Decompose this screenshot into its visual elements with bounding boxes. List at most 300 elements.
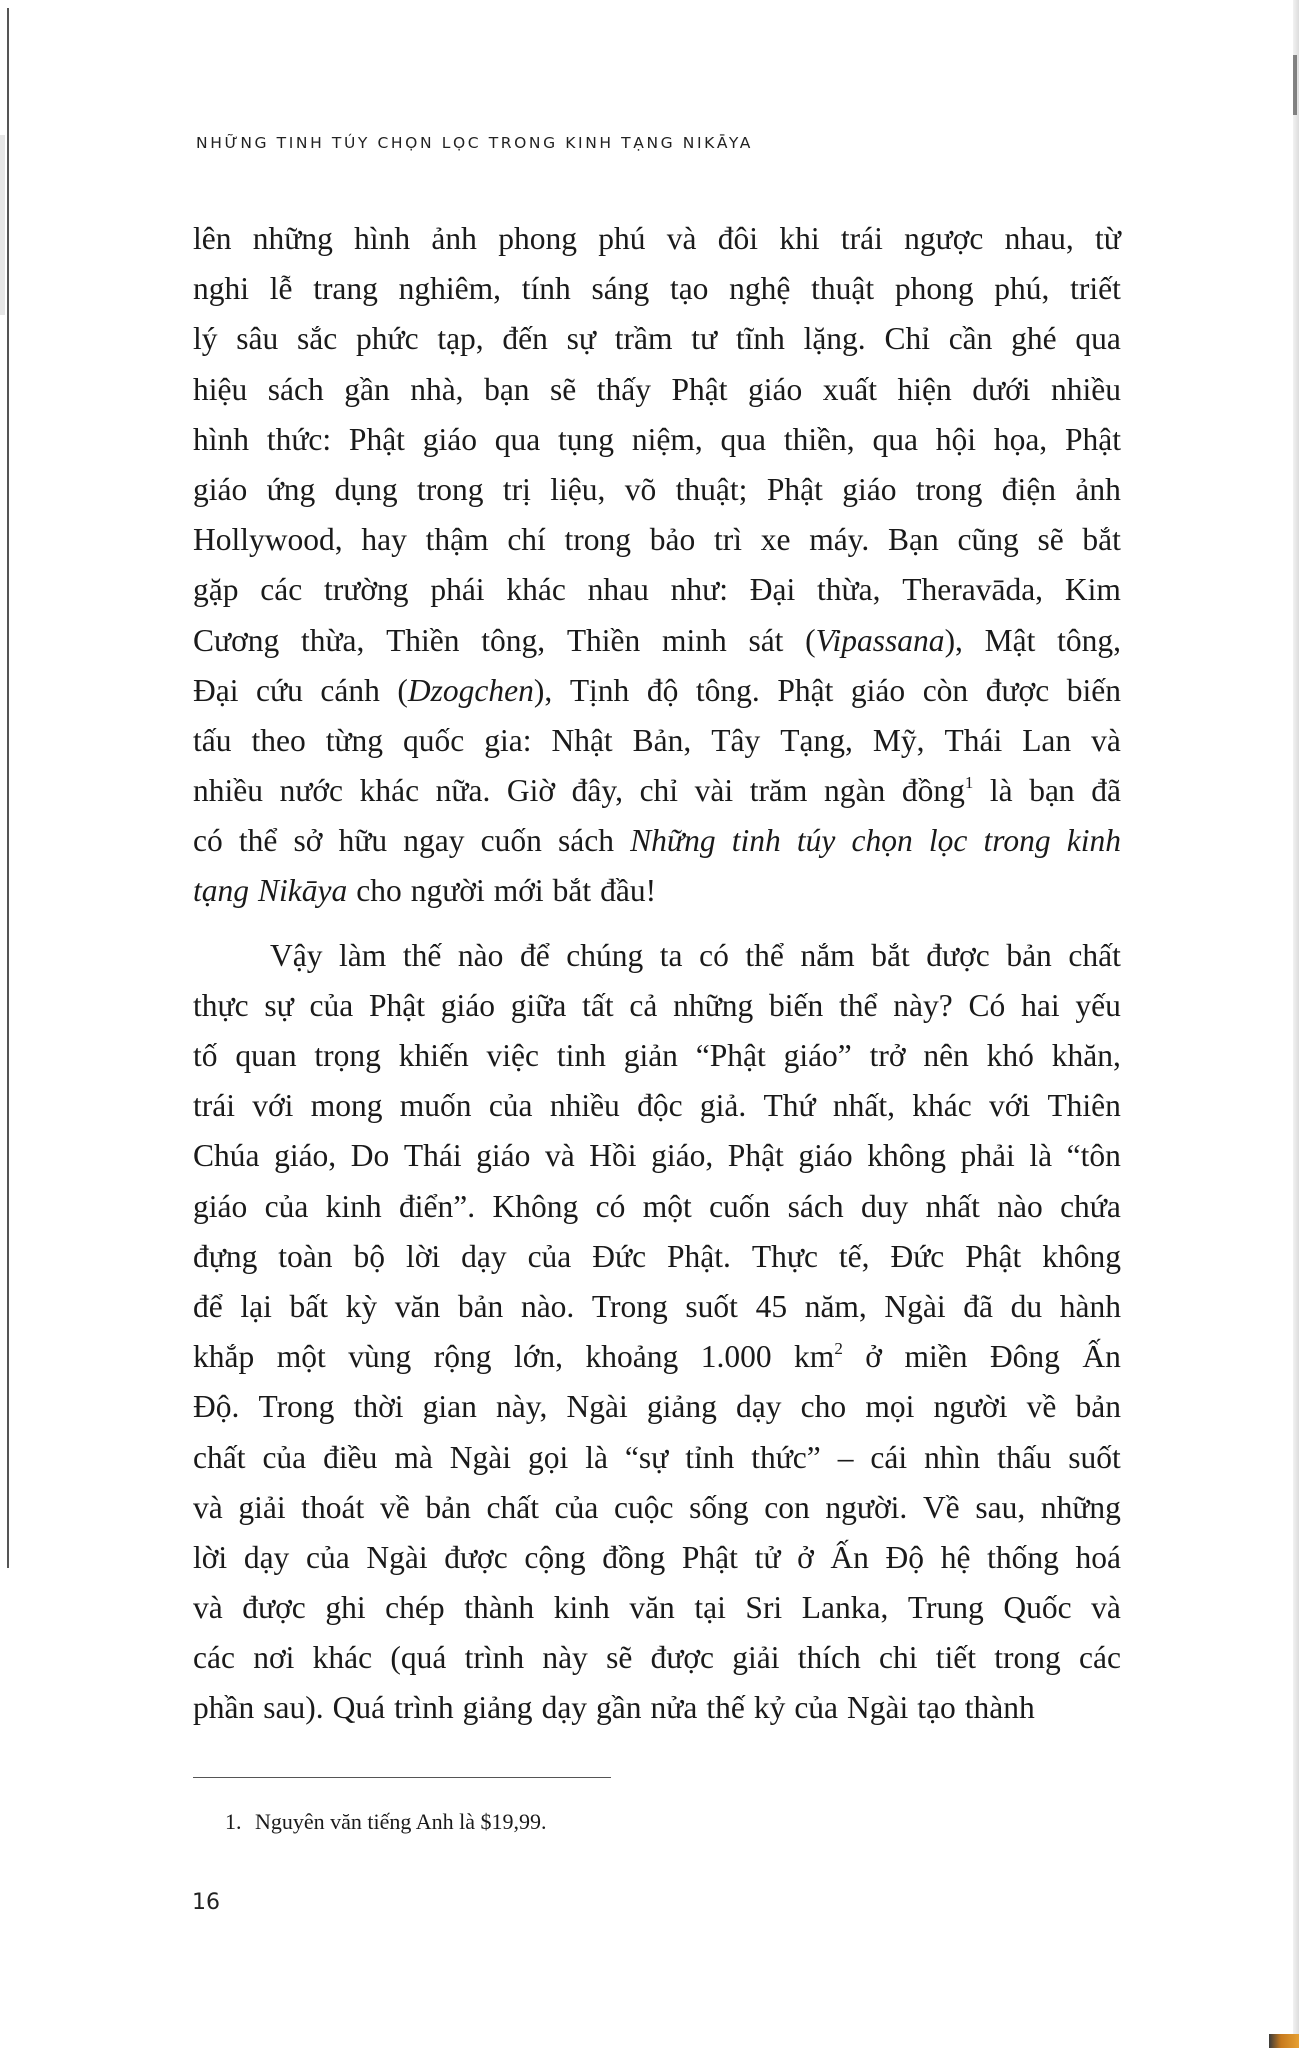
word [193,264,249,314]
word [458,931,503,981]
word [625,465,657,515]
text-run: trong [564,522,632,558]
word [592,1282,668,1332]
text-run: tỉnh [685,1439,735,1475]
word [805,1282,867,1332]
text-line [193,214,1121,264]
text-line [193,515,1121,565]
word [399,1182,475,1232]
text-run: tại [694,1590,726,1626]
text-run: từng [325,722,384,758]
word [923,1031,968,1081]
text-run: chi [879,1640,918,1676]
text-run: này, [496,1389,548,1425]
text-line [193,981,1121,1031]
word [268,365,324,415]
word [701,1332,772,1382]
text-line [193,1433,1121,1483]
text-line [193,1182,1121,1232]
word [924,1433,980,1483]
text-line [193,415,1121,465]
text-run: bạn [484,371,530,407]
word [262,1433,306,1483]
word [736,1382,781,1432]
word [625,1433,668,1483]
word [1021,981,1059,1031]
text-run: hệ [940,1539,971,1575]
word [606,1633,632,1683]
text-run: khoảng [585,1339,679,1375]
word [256,666,303,716]
text-run: ), [533,672,553,708]
word [614,1483,673,1533]
word [425,1483,470,1533]
text-run: ngàn [824,773,886,809]
text-run: Phật [727,1138,784,1174]
text-line [193,716,1121,766]
text-run: nước [279,773,344,809]
word [886,1533,925,1583]
word [572,766,623,816]
word [390,1633,446,1683]
word [270,264,293,314]
text-run: duy [861,1188,909,1224]
text-run: nghiêm, [398,271,502,307]
text-run: sở [293,823,323,859]
word [484,716,531,766]
word [240,1282,272,1332]
word [1042,1232,1121,1282]
text-run: quốc [403,722,465,758]
text-run: nên [923,1038,969,1073]
text-run: Phật [671,371,728,407]
word [193,214,231,264]
text-run: cứu [256,672,303,708]
text-run: Thái [403,1138,462,1174]
text-run: tạp, [437,321,484,357]
text-run: kỷ [753,1690,786,1726]
text-run: của [554,1489,599,1525]
word [244,1533,289,1583]
text-run: xuất [822,371,878,407]
text-run: suốt [1068,1439,1121,1475]
text-run: trăm [749,773,808,809]
text-run: họa, [993,421,1048,457]
text-run: như: [670,572,728,608]
text-run: khiến [398,1038,469,1073]
word [528,1433,568,1483]
text-run: của [309,987,354,1023]
text-run: sau, [975,1489,1026,1525]
text-run: tấu [193,722,232,758]
word [403,816,464,866]
word [890,1232,944,1282]
word [354,1232,386,1282]
text-run: ảnh [1075,471,1121,507]
word [745,931,783,981]
text-run: tử [754,1539,781,1575]
word [841,214,883,264]
text-run: điện [1001,471,1056,507]
text-run: thấu [997,1439,1052,1475]
word [1060,1182,1121,1232]
text-run: ảnh [431,221,477,256]
word [1027,1382,1057,1432]
text-run: Vậy [270,937,323,973]
word [780,716,853,766]
text-line [193,1533,1121,1583]
text-run: phái [430,572,485,608]
italic-text: túy [796,823,836,859]
text-run: tông, [481,622,546,658]
word [1076,1533,1121,1583]
word [745,1583,782,1633]
text-run: được [444,1539,508,1575]
text-run: Giờ [506,773,556,809]
text-run: kỳ [345,1288,378,1324]
word [570,666,630,716]
word [417,465,484,515]
word [259,1382,335,1432]
word [662,616,727,666]
text-run: ở [865,1339,882,1375]
word [251,716,305,766]
word [395,1282,440,1332]
word [1075,981,1120,1031]
text-run: lên [193,221,232,256]
text-run: qua [872,421,918,457]
text-run: Thứ [763,1088,816,1124]
word [969,981,1006,1031]
text-run: sự [264,987,294,1023]
text-run: giả. [699,1088,747,1124]
text-run: nhiều [549,1088,620,1124]
text-run: cộng [524,1539,586,1575]
word [567,1382,628,1432]
text-run: người [410,873,485,909]
text-run: suốt [685,1288,738,1324]
word [444,1533,507,1583]
word [916,465,983,515]
text-run: tất [582,987,614,1023]
text-run: máy. [809,522,870,558]
word [280,766,343,816]
word [985,616,1036,666]
text-run: là [989,773,1013,809]
word [1075,314,1120,364]
word [1029,766,1074,816]
text-run: hữu [338,823,388,859]
text-run: cần [948,321,993,357]
word [437,314,483,364]
text-run: cũng [957,522,1019,558]
word [542,1683,587,1733]
word [542,1633,587,1683]
word [647,1382,717,1432]
text-run: phú [598,221,646,256]
word [732,816,781,866]
text-run: thoát [301,1489,365,1525]
text-run: Sri [745,1590,783,1626]
word [481,816,542,866]
word [394,1683,454,1733]
word [852,816,913,866]
text-run: nhìn [924,1439,981,1475]
word [193,616,279,666]
text-run: sáng [591,271,650,307]
word [589,1131,636,1181]
word [465,1633,525,1683]
text-run: trái [193,1088,235,1124]
word [1082,515,1120,565]
word [884,314,930,364]
word [400,1081,472,1131]
text-run: thành [964,1690,1035,1726]
text-run: giải [238,1489,286,1525]
text-run: chí [507,522,546,558]
word [1002,465,1056,515]
word [755,1533,781,1583]
word [522,264,571,314]
text-run: giáo [193,1188,248,1224]
word [380,1483,410,1533]
text-run: phải [960,1138,1015,1174]
word [404,1131,462,1181]
page-edge-shadow [1293,55,1297,115]
text-run: km [794,1339,835,1375]
word [193,766,263,816]
word [949,314,993,364]
word [193,565,238,615]
word [1041,1483,1121,1533]
footnote-text: Nguyên văn tiếng Anh là $19,99. [255,1809,547,1834]
text-run: nhất [925,1188,980,1224]
word [879,1633,917,1683]
word [990,766,1013,816]
word [406,1232,440,1282]
word [633,716,692,766]
text-run: qua [720,421,767,457]
word [426,515,489,565]
text-run: giáo [798,1138,853,1174]
text-run: từ [1095,221,1121,256]
text-run: trang [313,271,378,307]
text-run: Phật [348,421,405,457]
word [788,1182,844,1232]
text-run: và [666,221,697,256]
word [507,766,555,816]
text-run: lễ [269,271,293,307]
word [596,1683,641,1733]
word [672,365,728,415]
word [431,214,476,264]
word [752,1232,818,1282]
text-run: Cương [193,622,280,658]
word [193,1633,235,1683]
text-run: trì [713,522,742,558]
text-run: cuốn [709,1188,771,1224]
text-run: yếu [1075,987,1121,1023]
text-run: khác [312,1640,373,1676]
text-run: gặp [193,572,239,608]
word [356,314,419,364]
word [461,1232,506,1282]
text-run: của [488,1088,533,1124]
word [904,1332,967,1382]
text-run: Theravāda, [902,572,1044,608]
text-run: được [650,1640,715,1676]
footnote-divider [193,1777,611,1778]
word [339,931,386,981]
text-run: Do [350,1138,390,1174]
text-run: vài [694,773,734,809]
word [801,1382,846,1432]
text-run: tông, [1057,622,1121,658]
word [596,1182,626,1232]
word [941,1533,971,1583]
text-run: muốn [399,1088,472,1124]
text-run: Bản, [632,722,692,758]
text-run: các [260,572,303,608]
footnote-ref: 2 [834,1339,843,1359]
text-run: tạo [669,271,709,307]
text-run: đã [1091,773,1121,809]
word [323,1433,377,1483]
word [588,565,649,615]
text-run: tụng [558,421,615,457]
word [936,415,976,465]
word [1067,666,1121,716]
word [193,1683,254,1733]
text-run: qua [494,421,541,457]
text-run: độ [646,672,679,708]
word [349,415,405,465]
text-run: cuộc [613,1489,674,1525]
text-run: Thiền [566,622,641,658]
word [794,1332,843,1382]
word [297,314,337,364]
word [685,1433,734,1483]
word [1057,616,1121,666]
word [333,1683,385,1733]
word [798,1131,852,1181]
text-run: qua [1075,321,1121,357]
word [1052,1031,1121,1081]
text-run: chỉ [639,773,679,809]
text-run: thừa, [300,622,365,658]
word [335,465,398,515]
word [640,766,678,816]
word [348,1332,411,1382]
italic-text: tạng [193,873,250,909]
text-run: chất [193,1439,246,1475]
paragraph [193,214,1121,917]
text-run: chúng [566,937,644,973]
word [893,981,952,1031]
text-run: giải [732,1640,780,1676]
word [567,314,596,364]
word [486,1483,538,1533]
word [507,515,545,565]
word [260,565,302,615]
text-run: khác [359,773,420,809]
text-run: mọi [865,1389,915,1425]
text-run: Ngài [847,1690,909,1726]
text-line [193,314,1121,364]
text-run: tố [193,1038,218,1073]
italic-text: Những [630,823,716,859]
word [624,1031,678,1081]
text-run: trong [994,1640,1061,1676]
text-run: trở [869,1038,906,1073]
word [346,1282,378,1332]
text-run: bạn [1029,773,1075,809]
text-run: Đức [592,1238,647,1274]
text-run: Phật [681,1539,738,1575]
word [386,616,459,666]
scan-corner-artifact [1269,2034,1299,2048]
word [403,931,441,981]
text-run: dạy [541,1690,588,1726]
text-run: cuốn [480,823,542,859]
text-run: Độ. [193,1389,240,1425]
text-run: để [193,1288,223,1324]
text-run: được [985,672,1050,708]
text-run: mà [394,1439,433,1475]
word [997,1182,1042,1232]
word [736,314,785,364]
text-run: thấy [596,371,652,407]
word [193,1483,223,1533]
word [963,1282,993,1332]
word [487,1031,539,1081]
word [798,1633,861,1683]
text-run: sự [566,321,596,357]
text-run: có [193,823,223,859]
text-run: thức: [266,421,332,457]
text-run: thực [193,987,249,1023]
word [842,465,896,515]
text-run: giáo” [783,1038,852,1073]
word [691,314,717,364]
word [861,1182,908,1232]
text-run: khác [912,1088,972,1124]
text-run: trọng [314,1038,381,1073]
text-run: của [264,1188,309,1224]
word [754,1683,786,1733]
text-run: trầm [614,321,673,357]
text-run: Mỹ, [872,722,925,758]
text-run: ở [797,1539,814,1575]
word [1068,931,1120,981]
text-run: con [764,1489,810,1525]
word [301,1483,364,1533]
word [252,1081,293,1131]
text-run: Phật [1064,421,1121,457]
word [729,264,790,314]
text-line [193,365,1121,415]
word [987,1031,1034,1081]
word [366,1533,427,1583]
text-run: sách [558,823,615,859]
word [545,1131,575,1181]
word [1091,716,1121,766]
word [629,1583,674,1633]
text-run: tạo [917,1690,956,1726]
text-line [193,931,1121,981]
text-run: Ngài [449,1439,512,1475]
text-run: phần [193,1690,255,1726]
